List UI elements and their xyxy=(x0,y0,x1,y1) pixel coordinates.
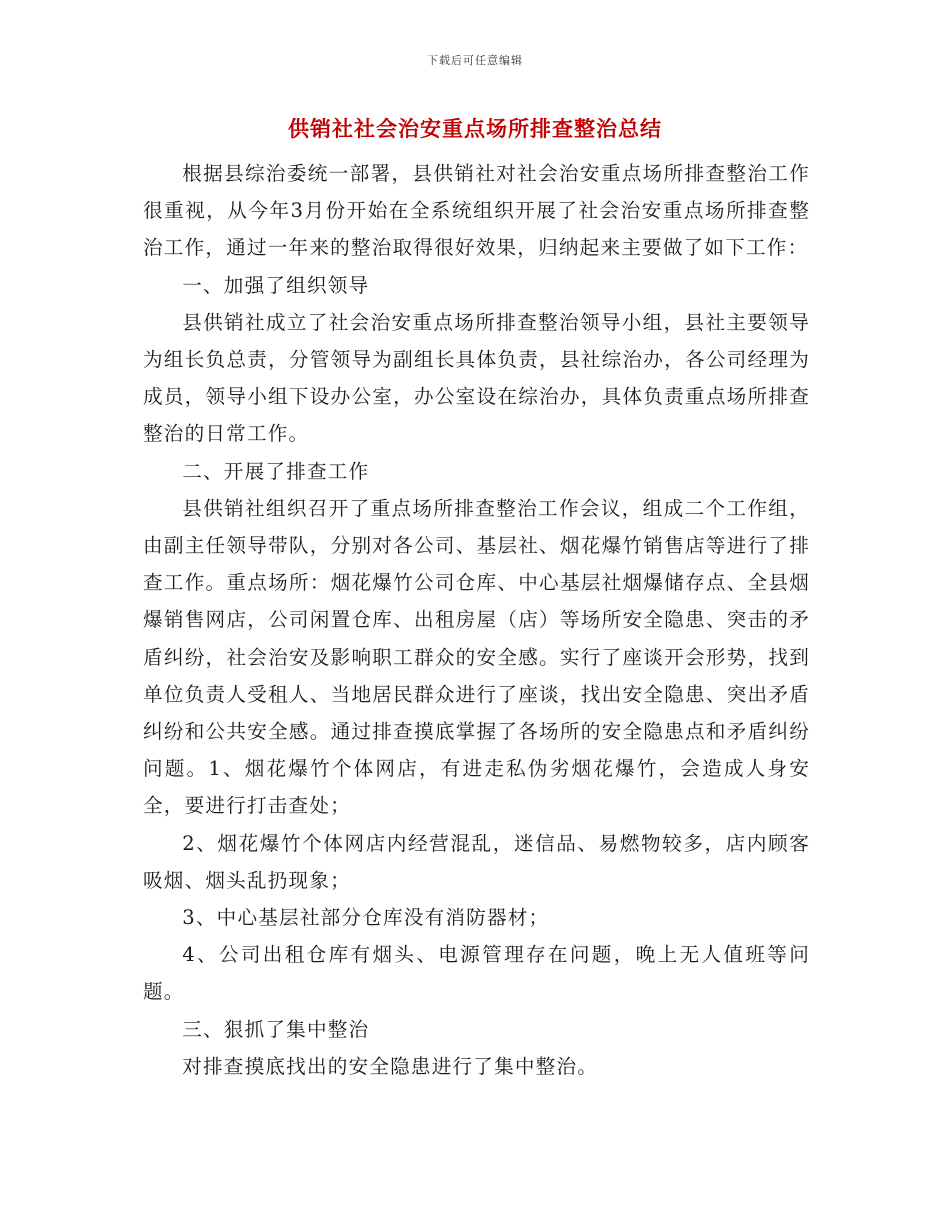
list-item-2: 2、烟花爆竹个体网店内经营混乱，迷信品、易燃物较多，店内顾客吸烟、烟头乱扔现象； xyxy=(143,831,810,892)
section-heading-3: 三、狠抓了集中整治 xyxy=(182,1017,370,1041)
document-title: 供销社社会治安重点场所排查整治总结 xyxy=(288,117,662,141)
paragraph-inspection: 县供销社组织召开了重点场所排查整治工作会议，组成二个工作组，由副主任领导带队，分别对各公司、基层社、烟花爆竹销售店等进行了排查工作。重点场所：烟花爆竹公司仓库、中心基层社烟爆储存点、全县烟爆销售网店，公司闲置仓库、出租房屋（店）等场所安全隐患、突击的矛盾纠纷，社会治安及影响职工群众的安全感。实行了座谈开会形势，找到单位负责人受租人、当地居民群众进行了座谈，找出安全隐患、突出矛盾纠纷和公共安全感。通过排查摸底掌握了各场所的安全隐患点和矛盾纠纷问题。1、烟花爆竹个体网店，有进走私伪劣烟花爆竹，会造成人身安全，要进行打击查处； xyxy=(143,496,810,818)
section-heading-2: 二、开展了排查工作 xyxy=(182,459,370,483)
list-item-4: 4、公司出租仓库有烟头、电源管理存在问题，晚上无人值班等问题。 xyxy=(143,943,810,1004)
page-header-note: 下载后可任意编辑 xyxy=(427,54,523,67)
paragraph-organization: 县供销社成立了社会治安重点场所排查整治领导小组，县社主要领导为组长负总责，分管领导为副组长具体负责，县社综治办，各公司经理为成员，领导小组下设办公室，办公室设在综治办，具体负责重点场所排查整治的日常工作。 xyxy=(143,310,810,446)
paragraph-intro: 根据县综治委统一部署，县供销社对社会治安重点场所排查整治工作很重视，从今年3月份开始在全系统组织开展了社会治安重点场所排查整治工作，通过一年来的整治取得很好效果，归纳起来主要做了如下工作： xyxy=(143,162,810,260)
list-item-3: 3、中心基层社部分仓库没有消防器材； xyxy=(182,906,550,930)
section-heading-1: 一、加强了组织领导 xyxy=(182,273,370,297)
document-body xyxy=(143,155,810,1085)
paragraph-rectification: 对排查摸底找出的安全隐患进行了集中整治。 xyxy=(182,1054,599,1078)
